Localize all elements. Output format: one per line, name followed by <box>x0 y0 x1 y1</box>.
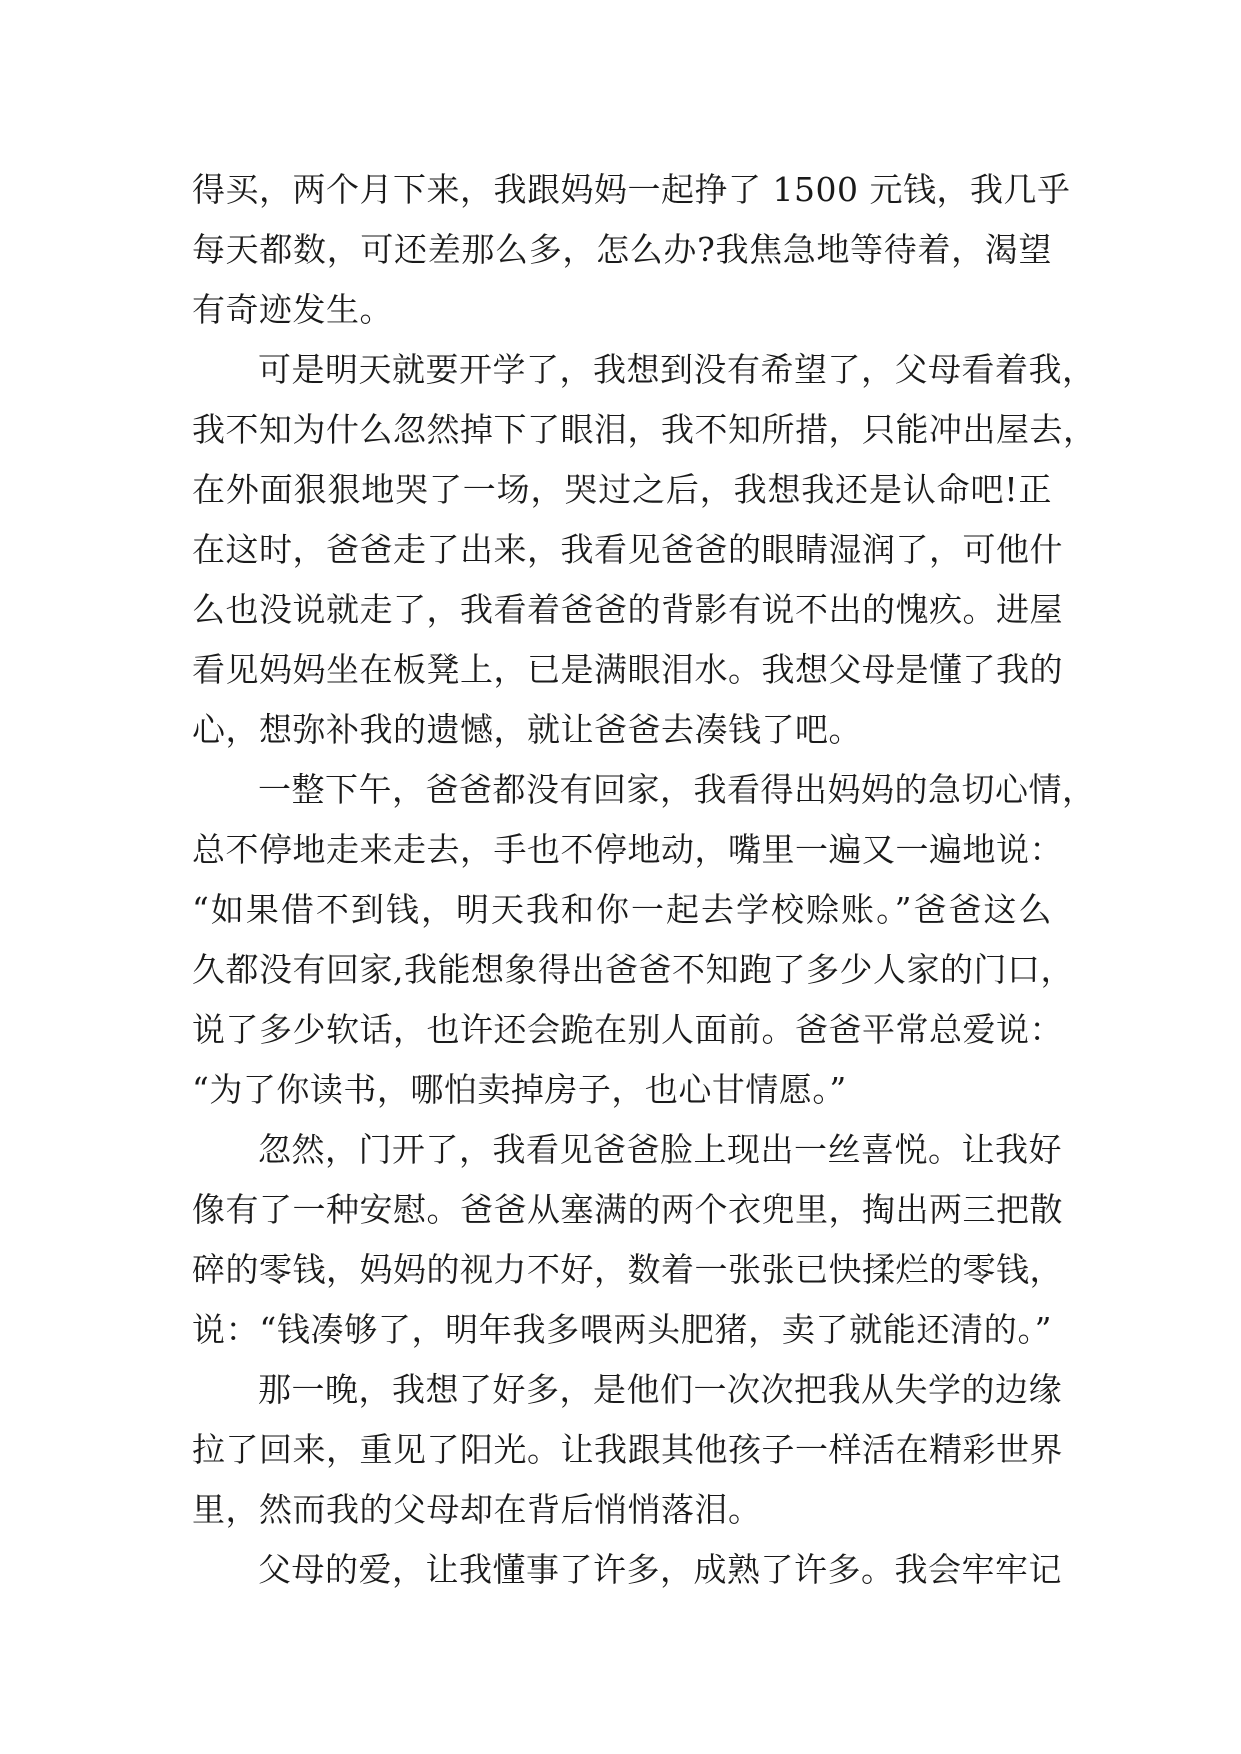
text-line: 总不停地走来走去，手也不停地动，嘴里一遍又一遍地说： <box>192 830 1063 869</box>
text-line: 那一晚，我想了好多，是他们一次次把我从失学的边缘 <box>258 1370 1062 1409</box>
text-line: 碎的零钱，妈妈的视力不好，数着一张张已快揉烂的零钱， <box>192 1250 1063 1289</box>
text-line: 可是明天就要开学了，我想到没有希望了，父母看着我， <box>258 350 1096 389</box>
text-line: 拉了回来，重见了阳光。让我跟其他孩子一样活在精彩世界 <box>192 1430 1063 1469</box>
text-line: 在这时，爸爸走了出来，我看见爸爸的眼睛湿润了，可他什 <box>192 530 1063 569</box>
text-line: 在外面狠狠地哭了一场，哭过之后，我想我还是认命吧!正 <box>192 470 1052 509</box>
text-line: “如果借不到钱，明天我和你一起去学校赊账。”爸爸这么 <box>192 890 1052 929</box>
text-line: 忽然，门开了，我看见爸爸脸上现出一丝喜悦。让我好 <box>258 1130 1062 1169</box>
text-line: 每天都数，可还差那么多，怎么办?我焦急地等待着，渴望 <box>192 230 1052 269</box>
text-line: 我不知为什么忽然掉下了眼泪，我不知所措，只能冲出屋去， <box>192 410 1097 449</box>
text-line: 像有了一种安慰。爸爸从塞满的两个衣兜里，掏出两三把散 <box>192 1190 1063 1229</box>
text-line: 说：“钱凑够了，明年我多喂两头肥猪，卖了就能还清的。” <box>192 1310 1052 1349</box>
text-line: 久都没有回家,我能想象得出爸爸不知跑了多少人家的门口， <box>192 950 1074 989</box>
text-line: 看见妈妈坐在板凳上，已是满眼泪水。我想父母是懂了我的 <box>192 650 1063 689</box>
document-body <box>192 160 1097 1600</box>
text-line: 得买，两个月下来，我跟妈妈一起挣了 1500 元钱，我几乎 <box>192 170 1071 209</box>
text-line: “为了你读书，哪怕卖掉房子，也心甘情愿。” <box>192 1070 847 1109</box>
text-line: 有奇迹发生。 <box>192 290 393 329</box>
text-line: 父母的爱，让我懂事了许多，成熟了许多。我会牢牢记 <box>258 1550 1062 1589</box>
text-line: 里，然而我的父母却在背后悄悄落泪。 <box>192 1490 762 1529</box>
text-line: 说了多少软话，也许还会跪在别人面前。爸爸平常总爱说： <box>192 1010 1063 1049</box>
text-line: 一整下午，爸爸都没有回家，我看得出妈妈的急切心情， <box>258 770 1096 809</box>
text-line: 心，想弥补我的遗憾，就让爸爸去凑钱了吧。 <box>192 710 862 749</box>
text-line: 么也没说就走了，我看着爸爸的背影有说不出的愧疚。进屋 <box>192 590 1063 629</box>
